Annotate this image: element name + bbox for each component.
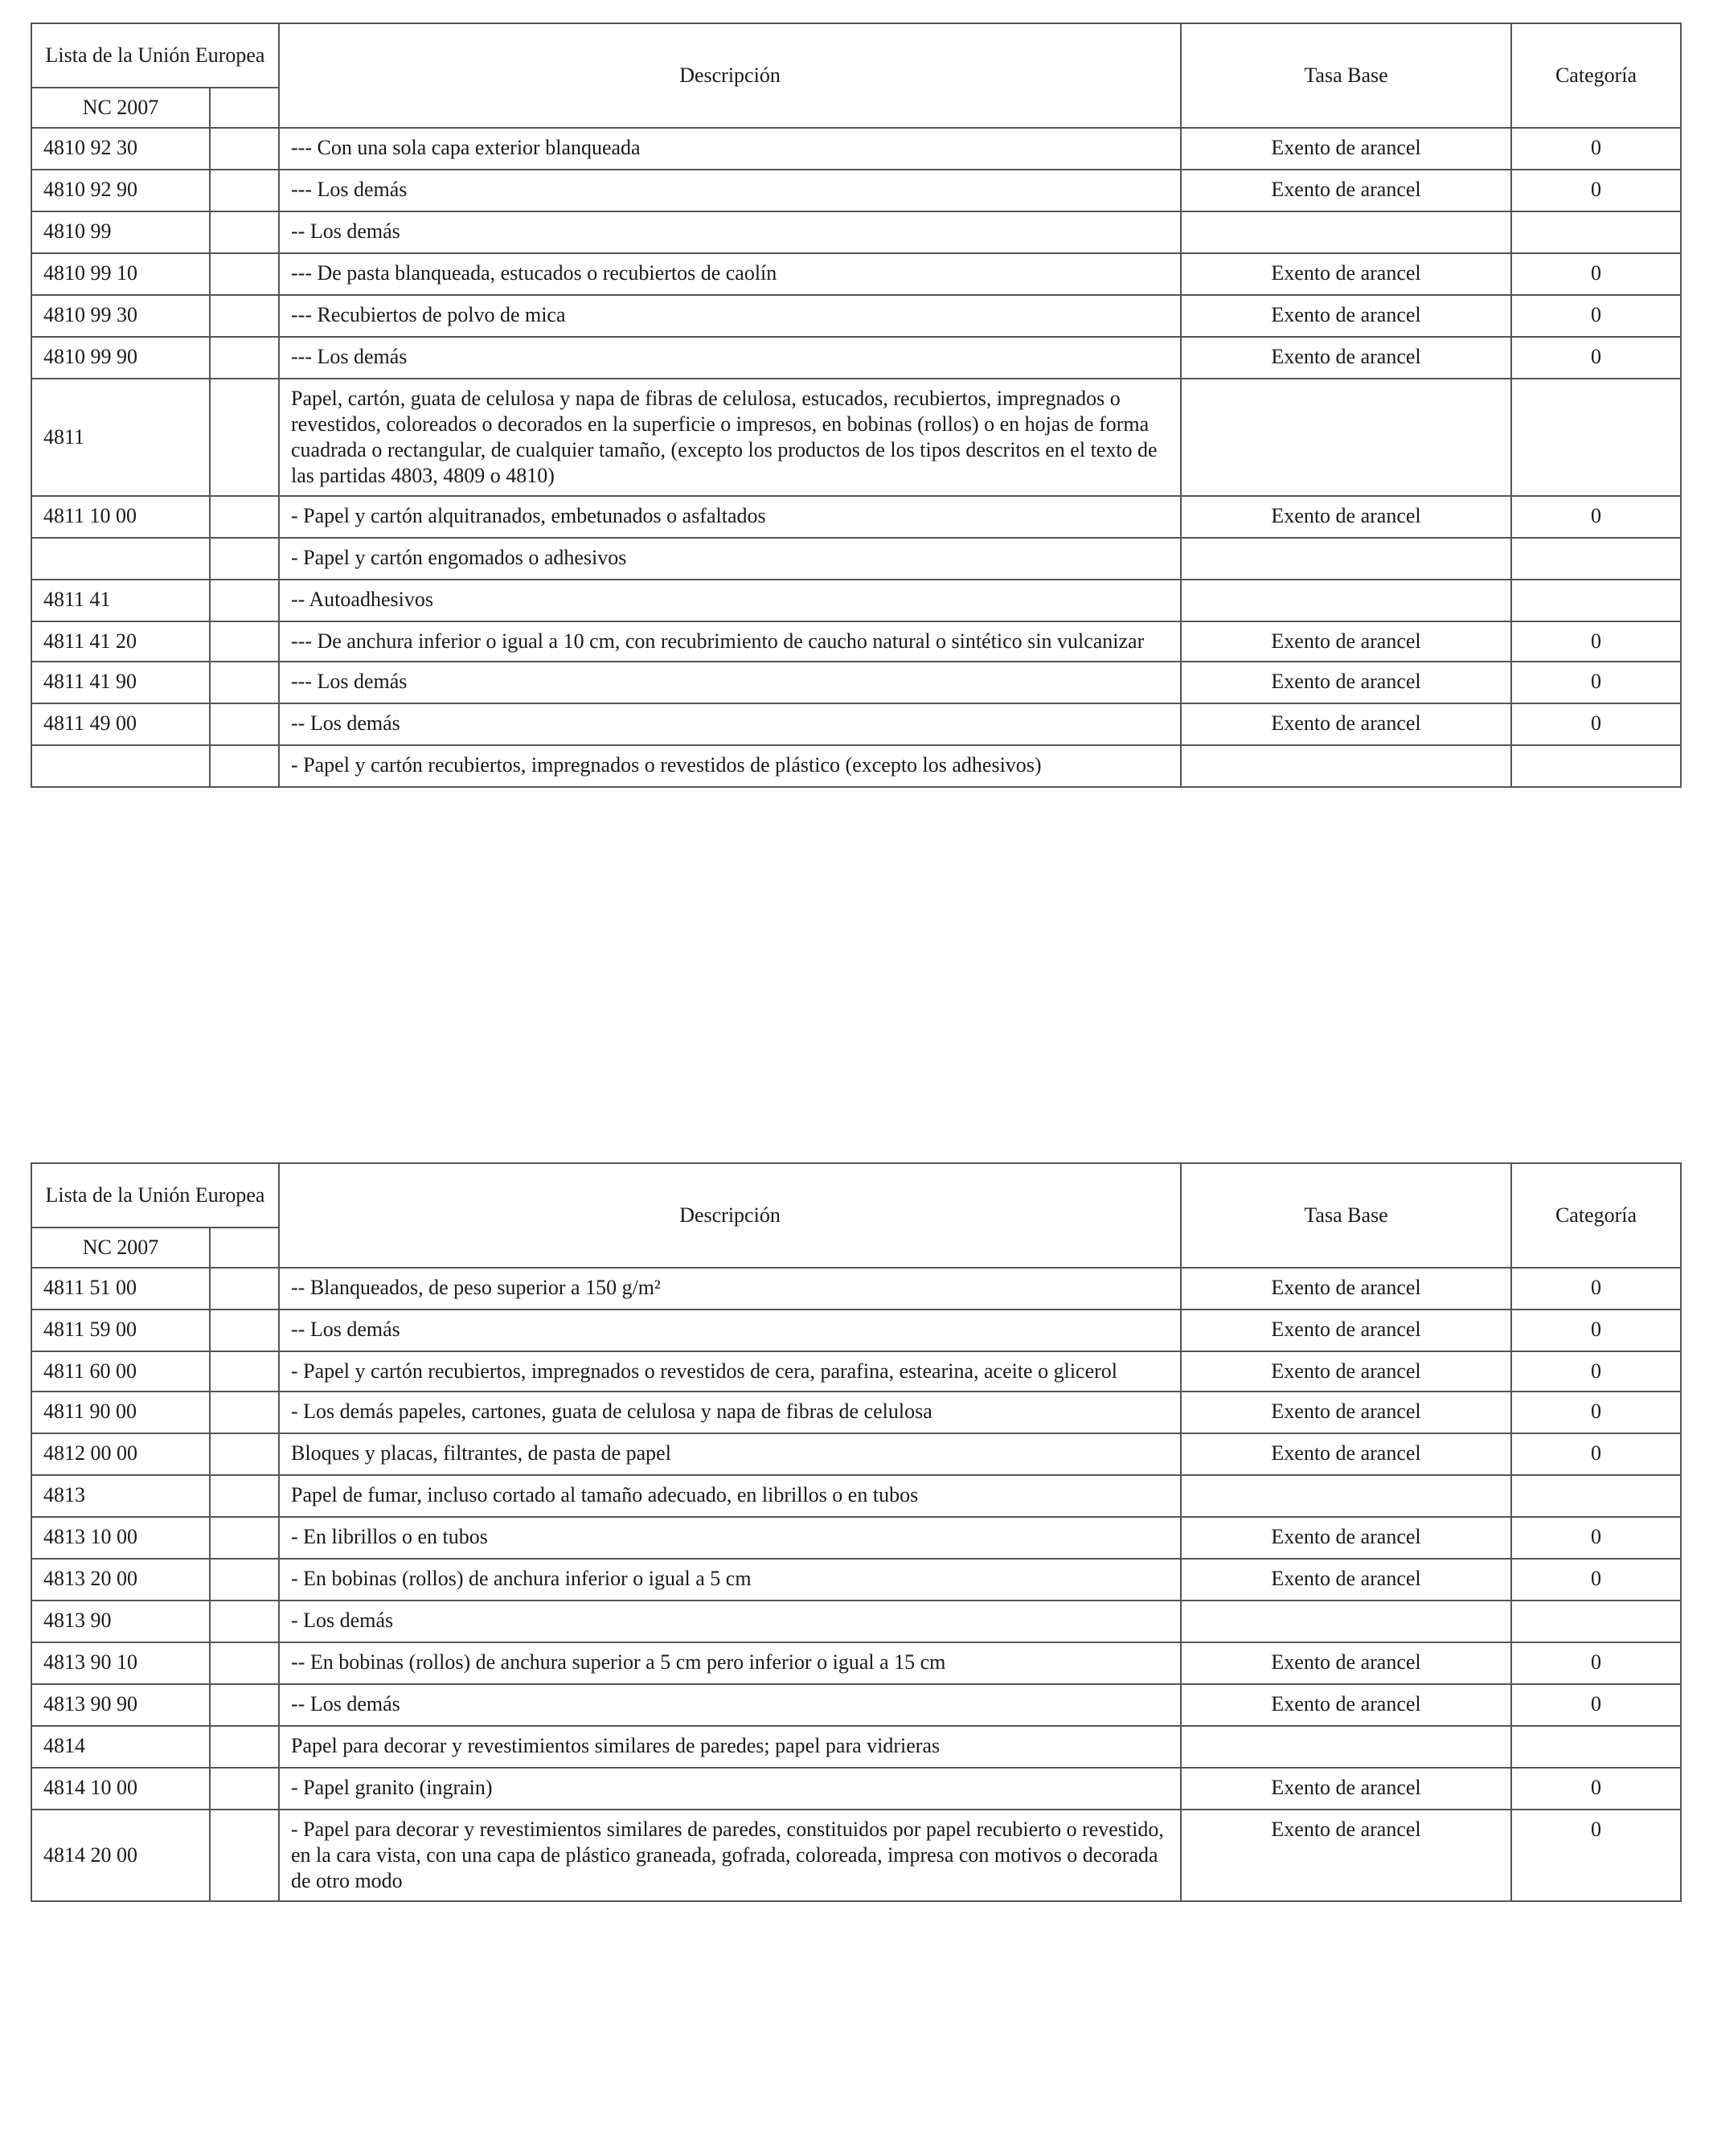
category-cell: 0: [1511, 1351, 1681, 1392]
description-cell: - En librillos o en tubos: [279, 1517, 1181, 1559]
blank-cell: [210, 379, 279, 496]
hs-code-cell: 4810 99 10: [31, 253, 210, 295]
description-cell: --- Recubiertos de polvo de mica: [279, 295, 1181, 337]
hs-code-cell: 4813 90 10: [31, 1642, 210, 1684]
base-rate-cell: Exento de arancel: [1181, 295, 1511, 337]
category-cell: 0: [1511, 1768, 1681, 1810]
blank-cell: [210, 170, 279, 211]
description-cell: - Papel y cartón alquitranados, embetunados o asfaltados: [279, 496, 1181, 538]
blank-cell: [210, 1559, 279, 1601]
table-2-body: [31, 1268, 1681, 1901]
table-row: [31, 1684, 1681, 1726]
tariff-table-2: [31, 1162, 1682, 1902]
base-rate-cell: Exento de arancel: [1181, 1433, 1511, 1475]
hs-code-cell: 4810 99: [31, 211, 210, 253]
blank-cell: [210, 1351, 279, 1392]
table-row: [31, 1475, 1681, 1517]
base-rate-cell: Exento de arancel: [1181, 1351, 1511, 1392]
table-row: [31, 1601, 1681, 1642]
tariff-table-1: [31, 23, 1682, 788]
category-cell: 0: [1511, 1810, 1681, 1901]
category-cell: 0: [1511, 1310, 1681, 1351]
category-cell: 0: [1511, 621, 1681, 662]
description-cell: Papel para decorar y revestimientos similares de paredes; papel para vidrieras: [279, 1726, 1181, 1768]
hs-code-cell: 4811 49 00: [31, 703, 210, 745]
base-rate-cell: Exento de arancel: [1181, 662, 1511, 703]
hs-code-cell: [31, 538, 210, 580]
category-cell: [1511, 745, 1681, 787]
hs-code-cell: 4814 10 00: [31, 1768, 210, 1810]
category-cell: 0: [1511, 337, 1681, 379]
blank-cell: [210, 538, 279, 580]
header-rate: Tasa Base: [1181, 1163, 1511, 1268]
base-rate-cell: Exento de arancel: [1181, 1684, 1511, 1726]
table-row: [31, 379, 1681, 496]
description-cell: --- Los demás: [279, 662, 1181, 703]
base-rate-cell: [1181, 379, 1511, 496]
category-cell: [1511, 211, 1681, 253]
blank-cell: [210, 662, 279, 703]
blank-cell: [210, 1310, 279, 1351]
category-cell: 0: [1511, 1642, 1681, 1684]
header-nc: NC 2007: [31, 88, 210, 128]
table-row: [31, 1392, 1681, 1433]
table-row: [31, 295, 1681, 337]
hs-code-cell: 4813 90 90: [31, 1684, 210, 1726]
description-cell: -- Los demás: [279, 211, 1181, 253]
table-row: [31, 662, 1681, 703]
description-cell: --- Con una sola capa exterior blanqueada: [279, 128, 1181, 170]
blank-cell: [210, 337, 279, 379]
blank-cell: [210, 1433, 279, 1475]
base-rate-cell: Exento de arancel: [1181, 703, 1511, 745]
description-cell: - Papel y cartón recubiertos, impregnados o revestidos de cera, parafina, estearina, aceite o glicerol: [279, 1351, 1181, 1392]
category-cell: 0: [1511, 170, 1681, 211]
base-rate-cell: Exento de arancel: [1181, 1642, 1511, 1684]
table-1-body: [31, 128, 1681, 787]
table-row: [31, 538, 1681, 580]
description-cell: - En bobinas (rollos) de anchura inferior o igual a 5 cm: [279, 1559, 1181, 1601]
table-row: [31, 1433, 1681, 1475]
base-rate-cell: Exento de arancel: [1181, 1392, 1511, 1433]
hs-code-cell: 4813 20 00: [31, 1559, 210, 1601]
description-cell: --- Los demás: [279, 170, 1181, 211]
base-rate-cell: Exento de arancel: [1181, 128, 1511, 170]
table-row: [31, 1517, 1681, 1559]
base-rate-cell: [1181, 580, 1511, 621]
description-cell: Papel, cartón, guata de celulosa y napa de fibras de celulosa, estucados, recubiertos, impregnados o revestidos, coloreados o decorados en la superficie o impresos, en bobinas (rollos) o en hojas de forma cuadrada o rectangular, de cualquier tamaño, (excepto los productos de los tipos descritos en el texto de las partidas 4803, 4809 o 4810): [279, 379, 1181, 496]
hs-code-cell: 4811 59 00: [31, 1310, 210, 1351]
base-rate-cell: Exento de arancel: [1181, 337, 1511, 379]
category-cell: 0: [1511, 662, 1681, 703]
category-cell: [1511, 379, 1681, 496]
category-cell: 0: [1511, 1268, 1681, 1310]
blank-cell: [210, 1768, 279, 1810]
description-cell: -- Los demás: [279, 703, 1181, 745]
base-rate-cell: Exento de arancel: [1181, 253, 1511, 295]
hs-code-cell: 4814 20 00: [31, 1810, 210, 1901]
base-rate-cell: Exento de arancel: [1181, 1768, 1511, 1810]
table-row: [31, 1768, 1681, 1810]
header-list: Lista de la Unión Europea: [31, 23, 279, 88]
blank-cell: [210, 1517, 279, 1559]
blank-cell: [210, 703, 279, 745]
description-cell: --- Los demás: [279, 337, 1181, 379]
hs-code-cell: 4811 10 00: [31, 496, 210, 538]
blank-cell: [210, 745, 279, 787]
header-nc: NC 2007: [31, 1228, 210, 1268]
header-blank: [210, 1228, 279, 1268]
hs-code-cell: 4814: [31, 1726, 210, 1768]
description-cell: - Papel y cartón engomados o adhesivos: [279, 538, 1181, 580]
base-rate-cell: Exento de arancel: [1181, 1810, 1511, 1901]
blank-cell: [210, 1268, 279, 1310]
blank-cell: [210, 1810, 279, 1901]
table-row: [31, 580, 1681, 621]
header-category: Categoría: [1511, 1163, 1681, 1268]
blank-cell: [210, 253, 279, 295]
description-cell: -- Los demás: [279, 1684, 1181, 1726]
blank-cell: [210, 1601, 279, 1642]
category-cell: 0: [1511, 128, 1681, 170]
hs-code-cell: [31, 745, 210, 787]
description-cell: - Papel y cartón recubiertos, impregnados o revestidos de plástico (excepto los adhesivos): [279, 745, 1181, 787]
blank-cell: [210, 621, 279, 662]
table-row: [31, 1810, 1681, 1901]
category-cell: 0: [1511, 1559, 1681, 1601]
base-rate-cell: [1181, 1726, 1511, 1768]
description-cell: - Los demás: [279, 1601, 1181, 1642]
blank-cell: [210, 128, 279, 170]
category-cell: 0: [1511, 1517, 1681, 1559]
blank-cell: [210, 1475, 279, 1517]
hs-code-cell: 4811 60 00: [31, 1351, 210, 1392]
hs-code-cell: 4813 10 00: [31, 1517, 210, 1559]
table-row: [31, 211, 1681, 253]
table-row: [31, 170, 1681, 211]
hs-code-cell: 4811 41: [31, 580, 210, 621]
base-rate-cell: [1181, 211, 1511, 253]
blank-cell: [210, 1642, 279, 1684]
hs-code-cell: 4811 41 90: [31, 662, 210, 703]
table-row: [31, 621, 1681, 662]
base-rate-cell: Exento de arancel: [1181, 1517, 1511, 1559]
category-cell: [1511, 1475, 1681, 1517]
header-rate: Tasa Base: [1181, 23, 1511, 128]
description-cell: --- De anchura inferior o igual a 10 cm, con recubrimiento de caucho natural o sintético sin vulcanizar: [279, 621, 1181, 662]
category-cell: 0: [1511, 253, 1681, 295]
base-rate-cell: Exento de arancel: [1181, 621, 1511, 662]
hs-code-cell: 4810 92 30: [31, 128, 210, 170]
blank-cell: [210, 580, 279, 621]
hs-code-cell: 4813: [31, 1475, 210, 1517]
table-row: [31, 745, 1681, 787]
hs-code-cell: 4811: [31, 379, 210, 496]
base-rate-cell: [1181, 745, 1511, 787]
table-row: [31, 496, 1681, 538]
description-cell: Bloques y placas, filtrantes, de pasta de papel: [279, 1433, 1181, 1475]
base-rate-cell: [1181, 538, 1511, 580]
description-cell: --- De pasta blanqueada, estucados o recubiertos de caolín: [279, 253, 1181, 295]
description-cell: -- Los demás: [279, 1310, 1181, 1351]
hs-code-cell: 4811 51 00: [31, 1268, 210, 1310]
table-row: [31, 1642, 1681, 1684]
blank-cell: [210, 295, 279, 337]
header-description: Descripción: [279, 1163, 1181, 1268]
blank-cell: [210, 1726, 279, 1768]
base-rate-cell: Exento de arancel: [1181, 1268, 1511, 1310]
category-cell: 0: [1511, 1684, 1681, 1726]
table-row: [31, 253, 1681, 295]
category-cell: [1511, 1601, 1681, 1642]
description-cell: -- En bobinas (rollos) de anchura superior a 5 cm pero inferior o igual a 15 cm: [279, 1642, 1181, 1684]
header-list: Lista de la Unión Europea: [31, 1163, 279, 1228]
blank-cell: [210, 1392, 279, 1433]
header-category: Categoría: [1511, 23, 1681, 128]
description-cell: - Papel para decorar y revestimientos similares de paredes, constituidos por papel recubierto o revestido, en la cara vista, con una capa de plástico graneada, gofrada, coloreada, impresa con motivos o decorada de otro modo: [279, 1810, 1181, 1901]
table-row: [31, 337, 1681, 379]
hs-code-cell: 4810 92 90: [31, 170, 210, 211]
table-row: [31, 703, 1681, 745]
description-cell: - Papel granito (ingrain): [279, 1768, 1181, 1810]
category-cell: 0: [1511, 1433, 1681, 1475]
category-cell: [1511, 538, 1681, 580]
category-cell: 0: [1511, 295, 1681, 337]
table-row: [31, 1268, 1681, 1310]
description-cell: - Los demás papeles, cartones, guata de celulosa y napa de fibras de celulosa: [279, 1392, 1181, 1433]
table-row: [31, 1726, 1681, 1768]
header-blank: [210, 88, 279, 128]
hs-code-cell: 4811 90 00: [31, 1392, 210, 1433]
table-row: [31, 1559, 1681, 1601]
blank-cell: [210, 496, 279, 538]
description-cell: -- Blanqueados, de peso superior a 150 g/m²: [279, 1268, 1181, 1310]
table-row: [31, 128, 1681, 170]
base-rate-cell: Exento de arancel: [1181, 170, 1511, 211]
base-rate-cell: Exento de arancel: [1181, 1559, 1511, 1601]
hs-code-cell: 4810 99 90: [31, 337, 210, 379]
category-cell: [1511, 580, 1681, 621]
category-cell: 0: [1511, 703, 1681, 745]
base-rate-cell: [1181, 1475, 1511, 1517]
base-rate-cell: Exento de arancel: [1181, 1310, 1511, 1351]
table-row: [31, 1351, 1681, 1392]
category-cell: 0: [1511, 1392, 1681, 1433]
header-description: Descripción: [279, 23, 1181, 128]
table-row: [31, 1310, 1681, 1351]
hs-code-cell: 4811 41 20: [31, 621, 210, 662]
base-rate-cell: Exento de arancel: [1181, 496, 1511, 538]
description-cell: Papel de fumar, incluso cortado al tamaño adecuado, en librillos o en tubos: [279, 1475, 1181, 1517]
hs-code-cell: 4810 99 30: [31, 295, 210, 337]
hs-code-cell: 4812 00 00: [31, 1433, 210, 1475]
blank-cell: [210, 211, 279, 253]
category-cell: [1511, 1726, 1681, 1768]
hs-code-cell: 4813 90: [31, 1601, 210, 1642]
blank-cell: [210, 1684, 279, 1726]
base-rate-cell: [1181, 1601, 1511, 1642]
category-cell: 0: [1511, 496, 1681, 538]
description-cell: -- Autoadhesivos: [279, 580, 1181, 621]
